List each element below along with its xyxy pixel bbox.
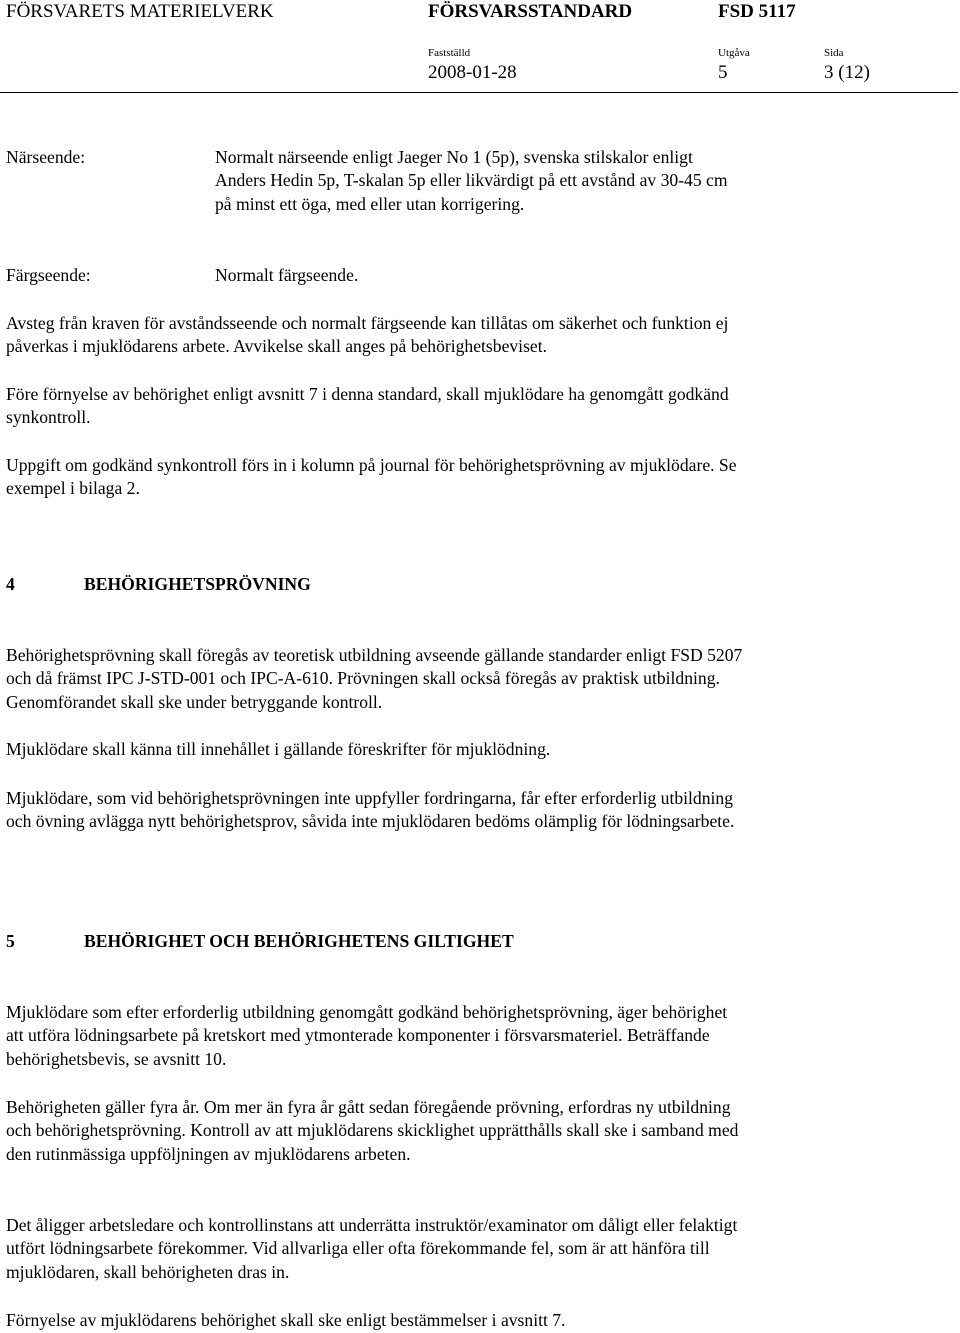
header-page-label: Sida [824, 47, 844, 59]
paragraph: Mjuklödare som efter erforderlig utbildning genomgått godkänd behörighetsprövning, äger behörighet att utföra lödningsarbete på kretskort med ytmonterade komponenter i försvarsmateriel. Beträffande behörighetsbevis, se avsnitt 10. [6, 1002, 728, 1069]
paragraph: Före förnyelse av behörighet enligt avsnitt 7 i denna standard, skall mjuklödare ha genomgått godkänd synkontroll. [6, 384, 729, 428]
near-vision-text: Normalt närseende enligt Jaeger No 1 (5p), svenska stilskalor enligt Anders Hedin 5p, T-skalan 5p eller likvärdigt på ett avstånd av 30-45 cm på minst ett öga, med eller utan korrigering. [215, 147, 728, 214]
paragraph: Avsteg från kraven för avståndsseende och normalt färgseende kan tillåtas om säkerhet och funktion ej påverkas i mjuklödarens arbete. Avvikelse skall anges på behörighetsbeviset. [6, 313, 729, 357]
header-edition-value: 5 [718, 62, 728, 83]
section-4-number: 4 [6, 574, 15, 594]
header-doc-type: FÖRSVARSSTANDARD [428, 1, 633, 22]
header-divider [0, 92, 958, 93]
header-doc-id: FSD 5117 [718, 1, 796, 22]
section-4-title: BEHÖRIGHETSPRÖVNING [84, 574, 311, 594]
paragraph: Uppgift om godkänd synkontroll förs in i kolumn på journal för behörighetsprövning av mjuklödare. Se exempel i bilaga 2. [6, 455, 737, 499]
near-vision-label: Närseende: [6, 147, 86, 167]
section-5-number: 5 [6, 931, 15, 951]
header-established-value: 2008-01-28 [428, 62, 517, 83]
paragraph: Förnyelse av mjuklödarens behörighet skall ske enligt bestämmelser i avsnitt 7. [6, 1310, 566, 1330]
section-5-title: BEHÖRIGHET OCH BEHÖRIGHETENS GILTIGHET [84, 931, 514, 951]
paragraph: Behörigheten gäller fyra år. Om mer än fyra år gått sedan föregående prövning, erfordras ny utbildning och behörighetsprövning. Kontroll av att mjuklödarens skicklighet upprätthålls skall ske i samband med den rutinmässiga uppföljningen av mjuklödarens arbeten. [6, 1097, 739, 1164]
header-page-value: 3 (12) [824, 62, 870, 83]
paragraph: Behörighetsprövning skall föregås av teoretisk utbildning avseende gällande standarder enligt FSD 5207 och då främst IPC J-STD-001 och IPC-A-610. Prövningen skall också föregås av praktisk utbildning. Genomförandet skall ske under betryggande kontroll. [6, 645, 743, 712]
color-vision-label: Färgseende: [6, 265, 91, 285]
color-vision-text: Normalt färgseende. [215, 265, 359, 285]
paragraph: Mjuklödare, som vid behörighetsprövningen inte uppfyller fordringarna, får efter erforderlig utbildning och övning avlägga nytt behörighetsprov, såvida inte mjuklödaren bedöms olämplig för lödningsarbete. [6, 788, 735, 832]
header-org: FÖRSVARETS MATERIELVERK [6, 1, 274, 22]
header-edition-label: Utgåva [718, 47, 750, 59]
paragraph: Det åligger arbetsledare och kontrollinstans att underrätta instruktör/examinator om dåligt eller felaktigt utfört lödningsarbete förekommer. Vid allvarliga eller ofta förekommande fel, som är att hänföra till mjuklödaren, skall behörigheten dras in. [6, 1215, 738, 1282]
paragraph: Mjuklödare skall känna till innehållet i gällande föreskrifter för mjuklödning. [6, 739, 551, 759]
header-established-label: Fastställd [428, 47, 471, 59]
